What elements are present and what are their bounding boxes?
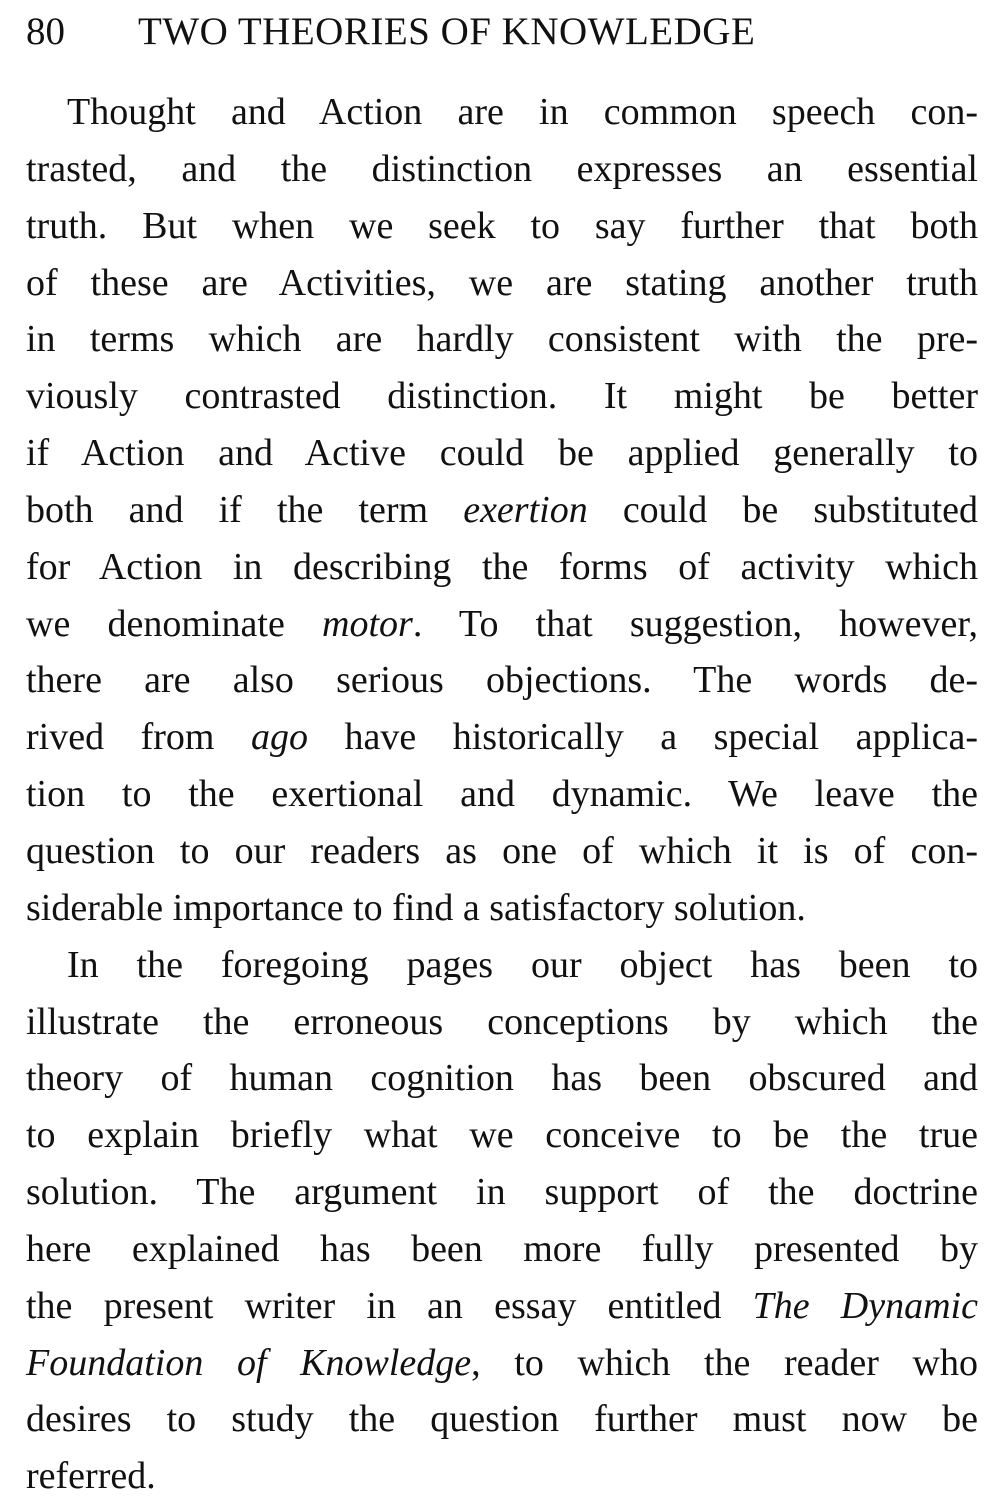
text-line	[26, 596, 978, 653]
text-line	[26, 1335, 978, 1392]
text-line	[26, 1050, 978, 1107]
text-segment: referred.	[26, 1455, 156, 1498]
text-line	[26, 880, 978, 937]
italic-text: ago	[250, 716, 308, 759]
text-segment: to explain briefly what we conceive to be the true	[26, 1114, 978, 1157]
text-segment: could be substituted	[587, 488, 978, 531]
italic-text: motor	[322, 602, 413, 645]
italic-text: The Dynamic	[752, 1284, 978, 1327]
text-line	[26, 709, 978, 766]
text-segment: both and if the term	[26, 488, 464, 531]
body-text	[26, 84, 978, 1505]
running-title: TWO THEORIES OF KNOWLEDGE	[138, 10, 756, 53]
text-segment: In the foregoing pages our object has been to	[67, 943, 978, 986]
text-segment: of these are Activities, we are stating another truth	[26, 261, 978, 304]
page-header	[26, 8, 986, 56]
italic-text: exertion	[463, 488, 588, 531]
text-segment: if Action and Active could be applied generally to	[26, 432, 978, 475]
text-line	[26, 198, 978, 255]
text-line	[26, 1391, 978, 1448]
text-line	[26, 937, 978, 994]
text-segment: rived from	[26, 716, 251, 759]
text-segment: for Action in describing the forms of activity which	[26, 545, 978, 588]
text-line	[26, 1107, 978, 1164]
paragraph	[26, 84, 978, 937]
text-line	[26, 1278, 978, 1335]
text-line	[26, 1448, 978, 1505]
text-segment: . To that suggestion, however,	[412, 602, 978, 645]
text-segment: have historically a special applica-	[307, 716, 978, 759]
text-line	[26, 255, 978, 312]
text-line	[26, 482, 978, 539]
text-segment: truth. But when we seek to say further that both	[26, 204, 978, 247]
text-segment: theory of human cognition has been obscured and	[26, 1057, 978, 1100]
text-segment: in terms which are hardly consistent with the pre-	[26, 318, 978, 361]
text-segment: question to our readers as one of which it is of con-	[26, 829, 978, 872]
text-line	[26, 141, 978, 198]
text-line	[26, 823, 978, 880]
text-line	[26, 311, 978, 368]
text-segment: trasted, and the distinction expresses an essential	[26, 147, 978, 190]
text-segment: solution. The argument in support of the doctrine	[26, 1171, 978, 1214]
text-segment: , to which the reader who	[471, 1341, 978, 1384]
text-segment: illustrate the erroneous conceptions by which the	[26, 1000, 978, 1043]
text-segment: desires to study the question further must now be	[26, 1398, 978, 1441]
text-segment: we denominate	[26, 602, 323, 645]
text-segment: the present writer in an essay entitled	[26, 1284, 753, 1327]
text-line	[26, 994, 978, 1051]
text-line	[26, 1221, 978, 1278]
text-segment: here explained has been more fully presented by	[26, 1227, 978, 1270]
text-line	[26, 1164, 978, 1221]
italic-text: Foundation of Knowledge	[26, 1341, 472, 1384]
text-segment: siderable importance to find a satisfactory solution.	[26, 886, 806, 929]
text-segment: viously contrasted distinction. It might be better	[26, 375, 978, 418]
text-line	[26, 368, 978, 425]
text-line	[26, 425, 978, 482]
text-segment: there are also serious objections. The words de-	[26, 659, 978, 702]
text-segment: tion to the exertional and dynamic. We leave the	[26, 773, 978, 816]
paragraph	[26, 937, 978, 1505]
text-line	[26, 84, 978, 141]
page-number: 80	[26, 10, 65, 53]
text-segment: Thought and Action are in common speech con-	[67, 91, 978, 133]
text-line	[26, 766, 978, 823]
text-line	[26, 652, 978, 709]
text-line	[26, 539, 978, 596]
